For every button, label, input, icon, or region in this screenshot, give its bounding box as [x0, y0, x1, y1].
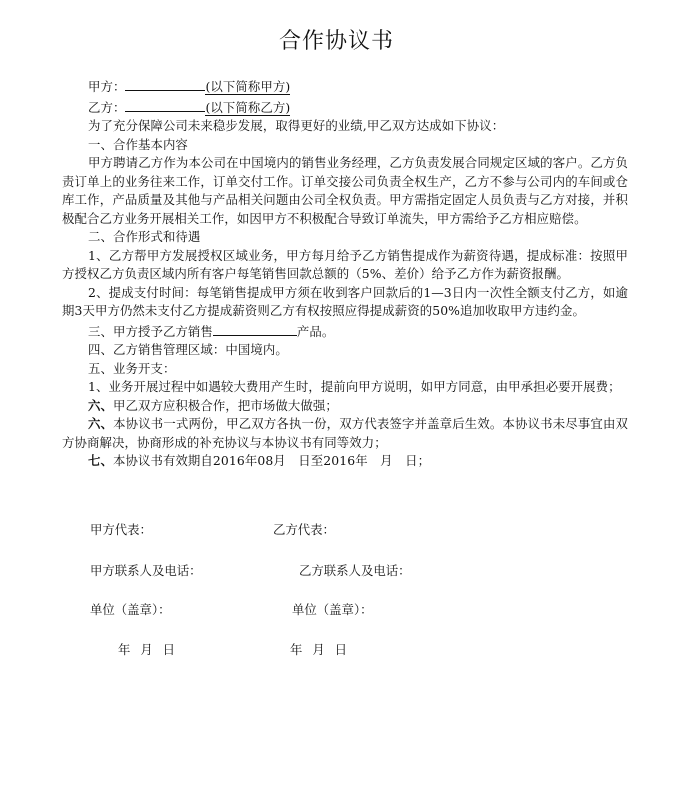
section6b-paragraph: [62, 415, 628, 452]
party-b-line: [62, 97, 628, 118]
section3-line: [62, 321, 628, 342]
document-title: 合作协议书: [278, 29, 394, 54]
party-b-blank: [125, 97, 205, 112]
party-b-contact-label: 乙方联系人及电话：: [299, 563, 411, 578]
party-a-line: [62, 76, 628, 97]
section7-line: [62, 452, 628, 471]
section6b-number: 六、: [88, 416, 114, 431]
party-a-representative-label: 甲方代表：: [90, 522, 152, 537]
party-a-contact-label: 甲方联系人及电话：: [90, 563, 202, 578]
party-b-note: (以下简称乙方): [205, 99, 291, 115]
section7-text: 本协议书有效期自2016年08月 日至2016年 月 日；: [112, 453, 431, 468]
section2-item1: 1、乙方帮甲方发展授权区域业务，甲方每月给予乙方销售提成作为薪资待遇，提成标准：按照甲方授权乙方负责区域内所有客户每笔销售回款总额的（5%、差价）给予乙方作为薪资报酬。: [62, 247, 628, 281]
section5-heading: 五、业务开支：: [88, 360, 176, 376]
section1-heading: 一、合作基本内容: [88, 136, 188, 152]
section6a-line: [62, 397, 628, 416]
section4-line: 四、乙方销售管理区域：中国境内。: [88, 342, 288, 357]
party-a-label: 甲方：: [88, 79, 126, 94]
party-a-blank: [125, 76, 205, 91]
party-b-label: 乙方：: [88, 99, 126, 115]
section6b-text: 本协议书一式两份，甲乙双方各执一份，双方代表签字并盖章后生效。本协议书未尽事宜由双方协商解决，协商形成的补充协议与本协议书有同等效力；: [62, 416, 628, 450]
section2-item2: 2、提成支付时间：每笔销售提成甲方须在收到客户回款后的1—3日内一次性全额支付乙方，如逾期3天甲方仍然未支付乙方提成薪资则乙方有权按照应得提成薪资的50%追加收取甲方违约金。: [62, 284, 628, 318]
section7-number: 七、: [88, 453, 113, 468]
section6a-text: 甲乙双方应积极合作，把市场做大做强；: [112, 397, 338, 413]
party-b-seal-label: 单位（盖章）：: [292, 602, 373, 617]
party-a-seal-label: 单位（盖章）：: [90, 602, 171, 617]
intro-text: 为了充分保障公司未来稳步发展，取得更好的业绩,甲乙双方达成如下协议：: [88, 118, 505, 133]
party-b-date: 年 月 日: [290, 642, 348, 657]
section2-heading: 二、合作形式和待遇: [88, 229, 201, 244]
section1-paragraph: 甲方聘请乙方作为本公司在中国境内的销售业务经理，乙方负责发展合同规定区域的客户。乙方负责订单上的业务往来工作，订单交付工作。订单交接公司负责全权生产，乙方不参与公司内的车间或仓库工作，产品质量及其他与产品相关问题由公司全权负责。甲方需指定固定人员负责与乙方对接，并积极配合乙方业务开展相关工作，如因甲方不积极配合导致订单流失，甲方需给予乙方相应赔偿。: [62, 155, 628, 226]
section3-blank: [213, 321, 297, 336]
section3-suffix: 产品。: [296, 323, 335, 339]
section3-prefix: 三、甲方授予乙方销售: [88, 323, 213, 339]
section6a-number: 六、: [88, 397, 113, 413]
agreement-body: [62, 76, 628, 471]
section5-item1: 1、业务开展过程中如遇较大费用产生时，提前向甲方说明，如甲方同意，由甲承担必要开展费；: [88, 379, 621, 394]
party-b-representative-label: 乙方代表：: [273, 522, 335, 537]
party-a-note: (以下简称甲方): [205, 79, 291, 94]
party-a-date: 年 月 日: [118, 642, 176, 657]
